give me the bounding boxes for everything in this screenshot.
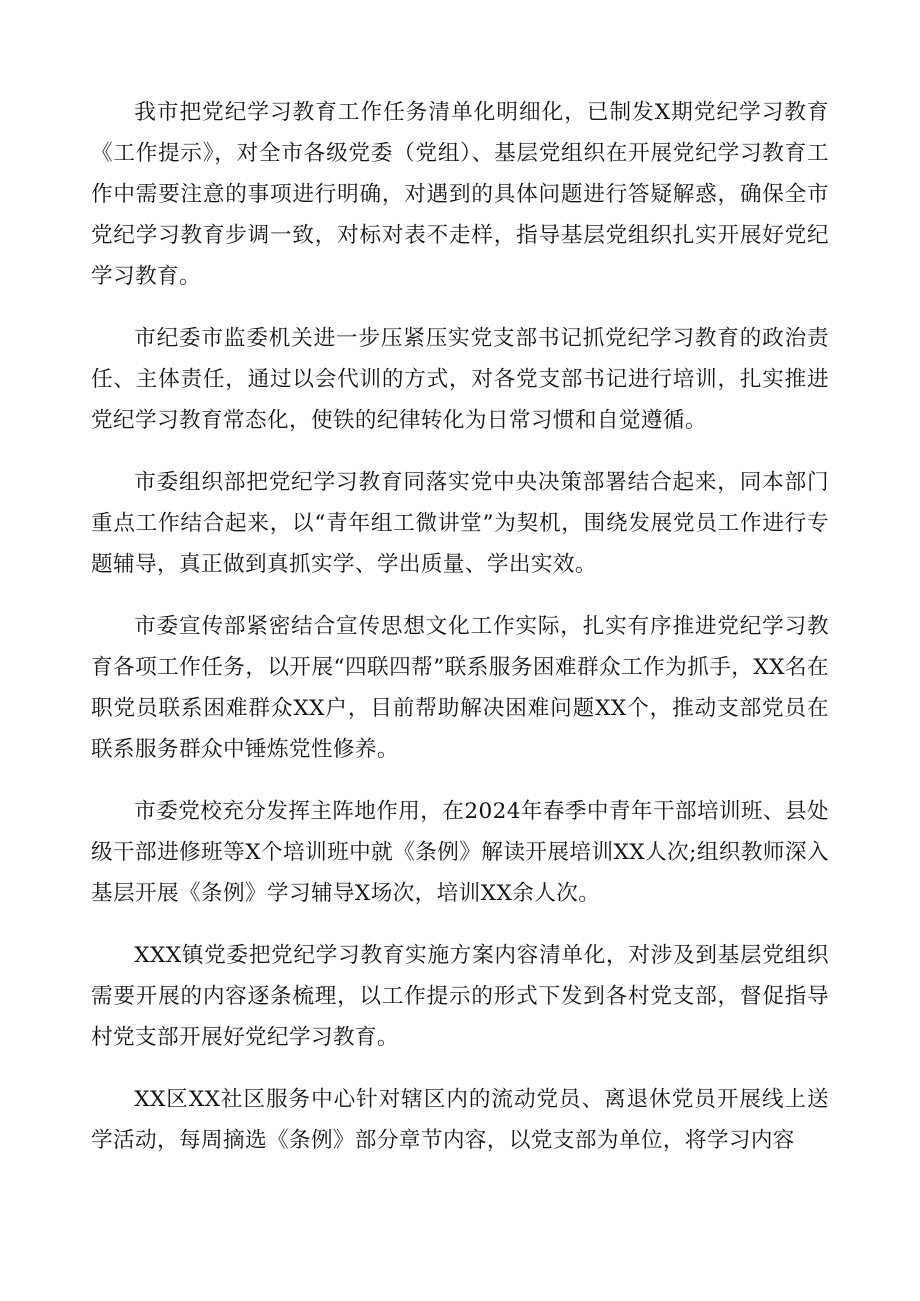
paragraph-2: 市纪委市监委机关进一步压紧压实党支部书记抓党纪学习教育的政治责任、主体责任，通过以会代训的方式，对各党支部书记进行培训，扎实推进党纪学习教育常态化，使铁的纪律转化为日常习惯和自觉遵循。 [91, 326, 829, 433]
paragraph-4: 市委宣传部紧密结合宣传思想文化工作实际，扎实有序推进党纪学习教育各项工作任务，以开展“四联四帮”联系服务困难群众工作为抓手，XX名在职党员联系困难群众XX户，目前帮助解决困难问题XX个，推动支部党员在联系服务群众中锤炼党性修养。 [91, 614, 829, 762]
paragraph-3: 市委组织部把党纪学习教育同落实党中央决策部署结合起来，同本部门重点工作结合起来，以“青年组工微讲堂”为契机，围绕发展党员工作进行专题辅导，真正做到真抓实学、学出质量、学出实效。 [91, 470, 829, 577]
paragraph-7: XX区XX社区服务中心针对辖区内的流动党员、离退休党员开展线上送学活动，每周摘选《条例》部分章节内容，以党支部为单位，将学习内容 [91, 1087, 829, 1153]
paragraph-5: 市委党校充分发挥主阵地作用，在2024年春季中青年干部培训班、县处级干部进修班等X个培训班中就《条例》解读开展培训XX人次;组织教师深入基层开展《条例》学习辅导X场次，培训XX余人次。 [91, 799, 829, 906]
paragraph-6: XXX镇党委把党纪学习教育实施方案内容清单化，对涉及到基层党组织需要开展的内容逐条梳理，以工作提示的形式下发到各村党支部，督促指导村党支部开展好党纪学习教育。 [91, 943, 829, 1050]
paragraph-1: 我市把党纪学习教育工作任务清单化明细化，已制发X期党纪学习教育《工作提示》，对全市各级党委（党组）、基层党组织在开展党纪学习教育工作中需要注意的事项进行明确，对遇到的具体问题进行答疑解惑，确保全市党纪学习教育步调一致，对标对表不走样，指导基层党组织扎实开展好党纪学习教育。 [91, 100, 829, 289]
document-body [91, 92, 829, 1182]
